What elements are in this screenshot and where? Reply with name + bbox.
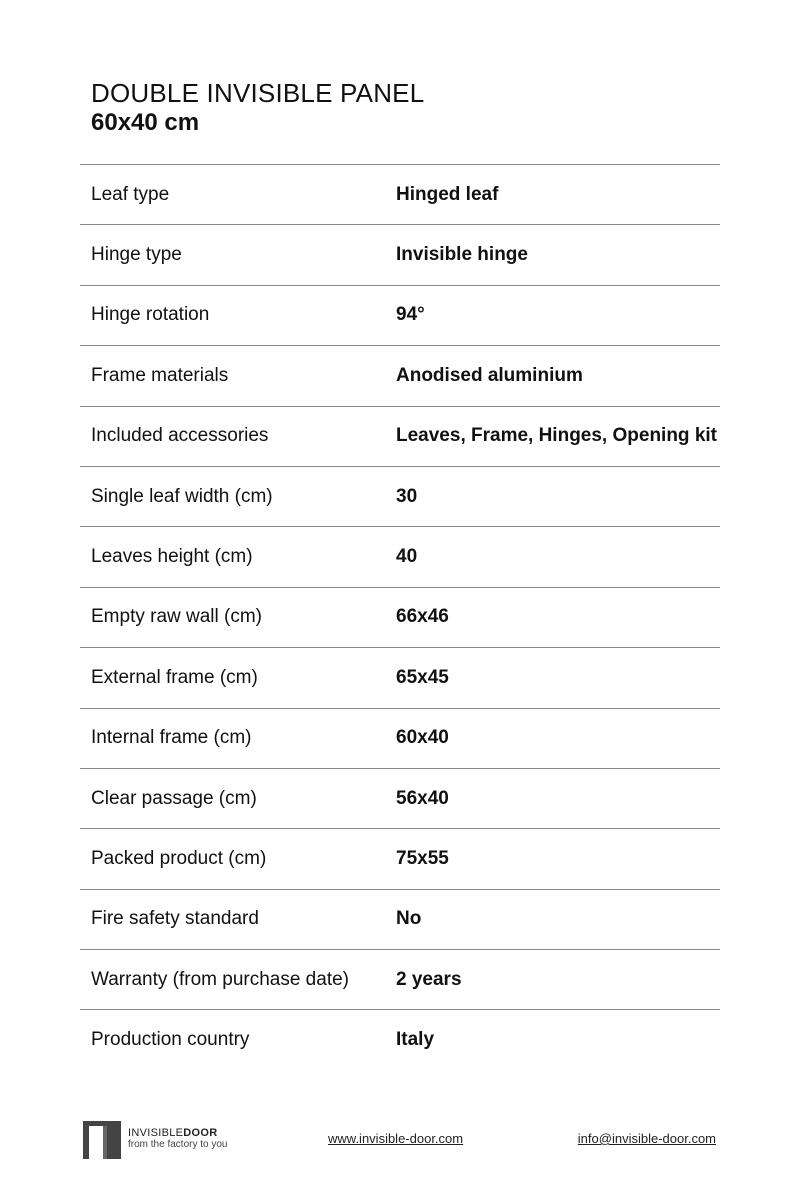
spec-row <box>80 466 720 526</box>
spec-label: Leaf type <box>91 183 170 205</box>
spec-label: Fire safety standard <box>91 908 259 930</box>
spec-value: 65x45 <box>396 666 449 688</box>
spec-value: Italy <box>396 1029 435 1051</box>
door-logo-icon <box>83 1119 123 1159</box>
spec-row <box>80 949 720 1009</box>
spec-row <box>80 889 720 949</box>
spec-row <box>80 587 720 647</box>
spec-value: 94° <box>396 304 425 326</box>
spec-label: External frame (cm) <box>91 666 258 688</box>
spec-value: 66x46 <box>396 606 449 628</box>
spec-label: Internal frame (cm) <box>91 727 252 749</box>
spec-table <box>80 164 720 1070</box>
spec-row <box>80 768 720 828</box>
spec-label: Hinge rotation <box>91 304 210 326</box>
spec-value: Invisible hinge <box>396 244 528 266</box>
spec-label: Production country <box>91 1029 250 1051</box>
logo-tagline: from the factory to you <box>128 1139 228 1150</box>
brand-logo <box>83 1119 228 1159</box>
spec-row <box>80 164 720 224</box>
spec-value: 2 years <box>396 968 462 990</box>
page-header <box>91 78 424 138</box>
spec-value: Anodised aluminium <box>396 364 583 386</box>
spec-label: Warranty (from purchase date) <box>91 968 349 990</box>
spec-value: 30 <box>396 485 418 507</box>
spec-row <box>80 285 720 345</box>
spec-label: Packed product (cm) <box>91 847 267 869</box>
spec-value: 75x55 <box>396 847 449 869</box>
website-link[interactable]: www.invisible-door.com <box>328 1131 464 1146</box>
product-line-title: DOUBLE INVISIBLE PANEL <box>91 78 425 108</box>
spec-label: Leaves height (cm) <box>91 546 253 568</box>
spec-row <box>80 526 720 586</box>
spec-label: Hinge type <box>91 244 182 266</box>
spec-row <box>80 345 720 405</box>
logo-wordmark: INVISIBLEDOOR <box>128 1127 218 1139</box>
spec-value: 60x40 <box>396 727 449 749</box>
spec-value: 40 <box>396 546 418 568</box>
spec-row <box>80 647 720 707</box>
spec-row <box>80 828 720 888</box>
spec-label: Clear passage (cm) <box>91 787 257 809</box>
spec-row <box>80 708 720 768</box>
spec-row <box>80 1009 720 1069</box>
spec-value: 56x40 <box>396 787 449 809</box>
spec-label: Included accessories <box>91 425 269 447</box>
spec-row <box>80 406 720 466</box>
email-link[interactable]: info@invisible-door.com <box>577 1131 716 1146</box>
spec-value: No <box>396 908 422 930</box>
spec-label: Empty raw wall (cm) <box>91 606 263 628</box>
spec-label: Frame materials <box>91 364 229 386</box>
spec-value: Leaves, Frame, Hinges, Opening kit <box>396 425 717 447</box>
page-footer <box>0 1115 800 1165</box>
spec-row <box>80 224 720 284</box>
spec-value: Hinged leaf <box>396 183 499 205</box>
product-size-title: 60x40 cm <box>91 109 200 136</box>
spec-label: Single leaf width (cm) <box>91 485 273 507</box>
